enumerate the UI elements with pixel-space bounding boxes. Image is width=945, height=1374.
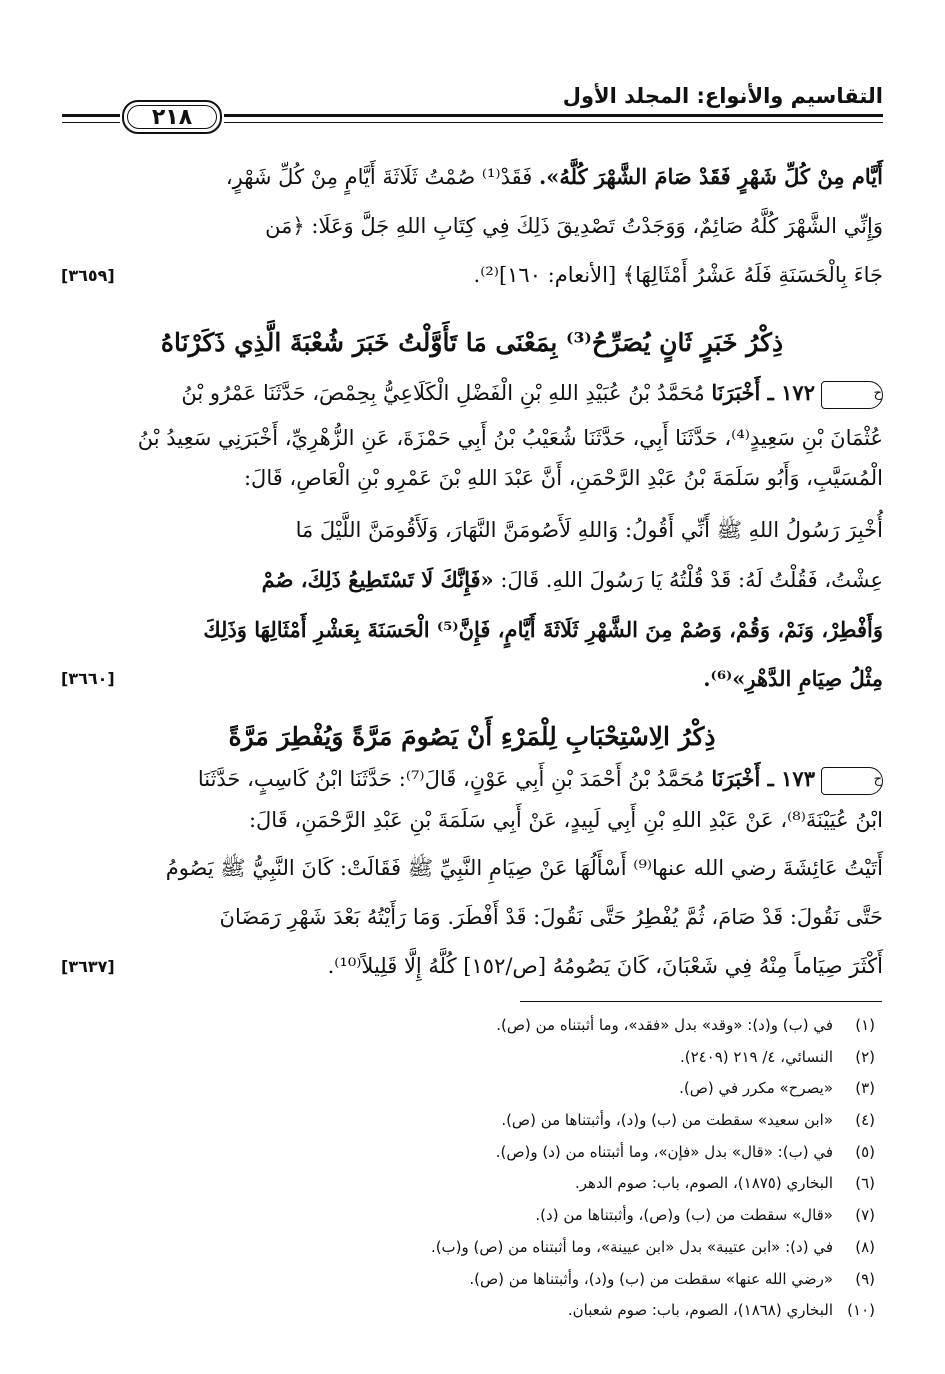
footnote-text: «يصرح» مكرر في (ص).: [679, 1079, 833, 1098]
footnote-text: «قال» سقطت من (ب) و(ص)، وأثبتناها من (د).: [535, 1206, 833, 1225]
footnote: [75, 1168, 875, 1200]
isnad-line: الْمُسَيَّبِ، وَأَبُو سَلَمَةَ بْنُ عَبْدِ الرَّحْمَنِ، أَنَّ عَبْدَ اللهِ بْنَ عَمْرِو بْنِ الْعَاصِ، قَالَ:: [243, 466, 883, 490]
continuation-block: [61, 152, 883, 300]
matn-line: أُخْبِرَ رَسُولُ اللهِ ﷺ أَنِّي أَقُولُ: وَاللهِ لَأَصُومَنَّ النَّهَارَ، وَلَأَقُومَنَّ اللَّيْلَ مَا: [295, 518, 883, 542]
footnote-text: البخاري (١٨٧٥)، الصوم، باب: صوم الدهر.: [574, 1174, 833, 1193]
hadith-reference: [٣٦٥٩]: [61, 266, 115, 285]
matn-line: [61, 654, 883, 704]
hadith-number: ١٧٢ ـ أَخْبَرَنَا: [711, 380, 815, 405]
footnote: [75, 1295, 875, 1327]
footnote-number: (٨): [855, 1237, 875, 1256]
hadith-173: [61, 758, 883, 991]
footnote-text: في (د): «ابن عتيبة» بدل «ابن عيينة»، وما أثبتناه من (ص) و(ب).: [430, 1237, 833, 1256]
matn-line: [61, 942, 883, 991]
quran-citation: جَاءَ بِالْحَسَنَةِ فَلَهُ عَشْرُ أَمْثَالِهَا﴾ [الأنعام: ١٦٠]⁽²⁾.: [473, 263, 883, 287]
isnad-line: ابْنُ عُيَيْنَةَ⁽⁸⁾، عَنْ عَبْدِ اللهِ بْنِ أَبِي لَبِيدٍ، عَنْ أَبِي سَلَمَةَ بْنِ عَبْدِ الرَّحْمَنِ، قَالَ:: [248, 808, 883, 832]
footnote-text: النسائي، ٤/ ٢١٩ (٢٤٠٩).: [679, 1047, 833, 1066]
footnote-number: (١٠): [847, 1301, 875, 1320]
text-span: عِشْتُ، فَقُلْتُ لَهُ: قَدْ قُلْتُهُ يَا رَسُولَ اللهِ. قَالَ:: [500, 568, 883, 592]
hadith-reference: [٣٦٣٧]: [61, 957, 115, 976]
footnote-text: «رضي الله عنها» سقطت من (ب) و(د)، وأثبتناها من (ص).: [469, 1269, 833, 1288]
text-span: فَقَدْ⁽¹⁾ صُمْتُ ثَلَاثَةَ أَيَّامٍ مِنْ كُلِّ شَهْرٍ،: [225, 165, 533, 189]
text-span: مُحَمَّدُ بْنُ عُبَيْدِ اللهِ بْنِ الْفَضْلِ الْكَلَاعِيُّ بِحِمْصَ، حَدَّثَنَا عَمْرُو بْنُ: [181, 381, 705, 405]
footnote: [75, 1073, 875, 1105]
footnote-text: البخاري (١٨٦٨)، الصوم، باب: صوم شعبان.: [567, 1301, 833, 1320]
text-line: [61, 251, 883, 300]
footnotes: [75, 1010, 875, 1327]
hadith-172: [61, 368, 883, 704]
footnote-text: في (ب) و(د): «وقد» بدل «فقد»، وما أثبتناه من (ص).: [496, 1016, 833, 1034]
page-number-frame: [120, 98, 224, 136]
footnote-number: (٦): [855, 1174, 875, 1193]
isnad-line: [61, 758, 883, 800]
footnote: [75, 1232, 875, 1264]
section-heading: ذِكْرُ خَبَرٍ ثَانٍ يُصَرِّحُ⁽³⁾ بِمَعْنَى مَا تَأَوَّلْتُ خَبَرَ شُعْبَةَ الَّذِي ذَكَرْنَاهُ: [160, 328, 784, 357]
footnote-number: (٩): [855, 1269, 875, 1288]
footnote-number: (٧): [855, 1206, 875, 1225]
footnote-text: «ابن سعيد» سقطت من (ب) و(د)، وأثبتناها من (ص).: [501, 1111, 833, 1130]
matn-line: وَأَفْطِرْ، وَنَمْ، وَقُمْ، وَصُمْ مِنَ الشَّهْرِ ثَلَاثَةَ أَيَّامٍ، فَإِنَّ⁽⁵⁾ الْحَسَنَةَ بِعَشْرِ أَمْثَالِهَا وَذَلِكَ: [203, 617, 883, 642]
footnote: [75, 1137, 875, 1169]
text-span: أَكْثَرَ صِيَاماً مِنْهُ فِي شَعْبَانَ، كَانَ يَصُومُهُ [ص/١٥٢] كُلَّهُ إِلَّا قَلِيلاً⁽¹⁰⁾.: [327, 954, 883, 978]
section-heading: ذِكْرُ الِاسْتِحْبَابِ لِلْمَرْءِ أَنْ يَصُومَ مَرَّةً وَيُفْطِرَ مَرَّةً: [228, 722, 716, 751]
isnad-line: [61, 368, 883, 418]
matn-line: أَتَيْتُ عَائِشَةَ رضي الله عنها⁽⁹⁾ أَسْأَلُهَا عَنْ صِيَامِ النَّبِيِّ ﷺ فَقَالَتْ: كَانَ النَّبِيُّ ﷺ يَصُومُ: [165, 856, 883, 880]
footnote: [75, 1105, 875, 1137]
section-heading-block-2: [61, 712, 883, 762]
footnote: [75, 1010, 875, 1042]
text-line: [61, 152, 883, 202]
footnote-number: (٤): [855, 1111, 875, 1130]
hadith-text-bold: «فَإِنَّكَ لَا تَسْتَطِيعُ ذَلِكَ، صُمْ: [261, 567, 494, 592]
footnote-text: في (ب): «قال» بدل «فإن»، وما أثبتناه من (د) و(ص).: [495, 1142, 833, 1161]
hadith-number: ١٧٣ ـ أَخْبَرَنَا: [711, 766, 815, 791]
footnote-number: (١): [855, 1016, 875, 1034]
footnote-number: (٢): [855, 1047, 875, 1066]
footnote: [75, 1264, 875, 1296]
hadith-marker-icon: ح: [821, 381, 883, 409]
matn-line: حَتَّى نَقُولَ: قَدْ صَامَ، ثُمَّ يُفْطِرُ حَتَّى نَقُولَ: قَدْ أَفْطَرَ. وَمَا رَأَيْتُهُ بَعْدَ شَهْرِ رَمَضَانَ: [219, 905, 883, 929]
section-heading-block: [61, 318, 883, 368]
footnote: [75, 1200, 875, 1232]
footnote-rule: [520, 1001, 882, 1002]
footnote: [75, 1042, 875, 1074]
hadith-text-bold: مِثْلُ صِيَامِ الدَّهْرِ»⁽⁶⁾.: [703, 666, 883, 691]
page-number: ٢١٨: [122, 100, 222, 134]
hadith-marker-icon: ح: [821, 767, 883, 795]
footnote-number: (٣): [855, 1079, 875, 1098]
text-line: وَإِنِّي الشَّهْرَ كُلَّهُ صَائِمٌ، وَوَجَدْتُ تَصْدِيقَ ذَلِكَ فِي كِتَابِ اللهِ جَلَّ وَعَلَا: ﴿مَن: [265, 214, 883, 238]
hadith-text-bold: أَيَّام مِنْ كُلِّ شَهْرٍ فَقَدْ صَامَ الشَّهْرَ كُلَّهُ».: [538, 164, 883, 189]
matn-line: [61, 555, 883, 605]
isnad-line: عُثْمَانَ بْنِ سَعِيدٍ⁽⁴⁾، حَدَّثَنَا أَبِي، حَدَّثَنَا شُعَيْبُ بْنُ أَبِي حَمْزَةَ، عَنِ الزُّهْرِيِّ، أَخْبَرَنِي سَعِيدُ بْنُ: [137, 426, 883, 450]
hadith-reference: [٣٦٦٠]: [61, 669, 115, 688]
footnote-number: (٥): [855, 1142, 875, 1161]
running-title: التقاسيم والأنواع: المجلد الأول: [562, 84, 883, 108]
text-span: مُحَمَّدُ بْنُ أَحْمَدَ بْنِ أَبِي عَوْنٍ، قَالَ⁽⁷⁾: حَدَّثَنَا ابْنُ كَاسِبٍ، حَدَّثَنَا: [197, 767, 705, 791]
